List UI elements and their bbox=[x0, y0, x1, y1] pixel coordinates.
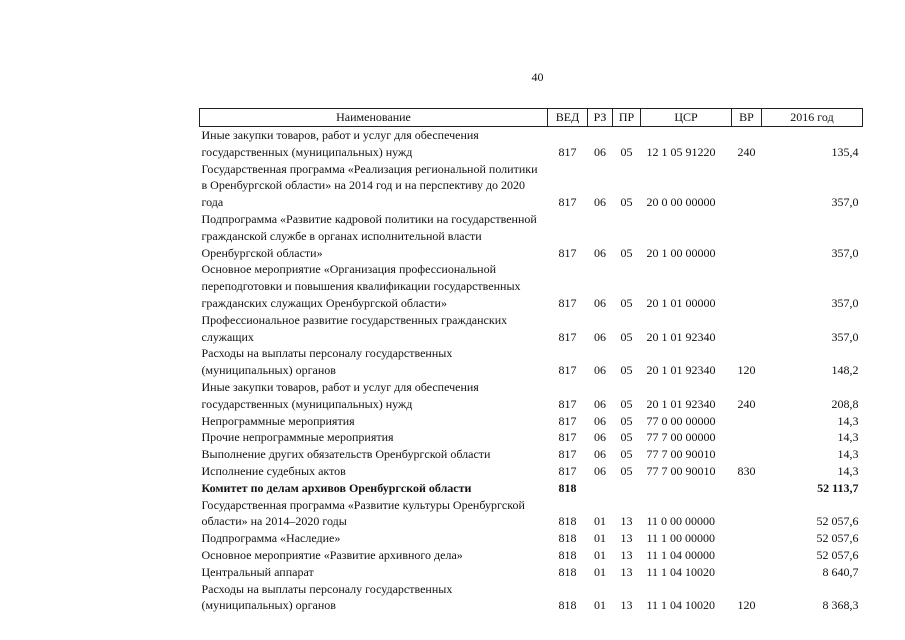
cell-vr bbox=[732, 530, 762, 547]
cell-name: Профессиональное развитие государственных гражданских служащих bbox=[201, 312, 508, 344]
cell-rz: 06 bbox=[594, 245, 606, 260]
cell-name: Подпрограмма «Развитие кадровой политики на государственной гражданской службе в органах исполнительной власти Оренбургской области» bbox=[201, 211, 537, 260]
cell-name: Выполнение других обязательств Оренбургской области bbox=[201, 447, 491, 462]
table-row bbox=[200, 161, 863, 211]
cell-name: Исполнение судебных актов bbox=[201, 463, 346, 478]
cell-ved: 817 bbox=[558, 329, 577, 344]
cell-name: Государственная программа «Развитие культуры Оренбургской области» на 2014–2020 годы bbox=[201, 497, 525, 529]
cell-amount: 208,8 bbox=[831, 396, 859, 411]
cell-amount: 14,3 bbox=[837, 413, 859, 428]
cell-amount: 52 057,6 bbox=[816, 547, 859, 562]
cell-pr: 05 bbox=[620, 245, 633, 260]
cell-amount: 8 368,3 bbox=[822, 598, 859, 613]
cell-csr: 11 0 00 00000 bbox=[646, 514, 716, 529]
cell-rz: 01 bbox=[594, 531, 606, 546]
cell-name: Расходы на выплаты персоналу государственных (муниципальных) органов bbox=[201, 346, 453, 378]
cell-ved: 817 bbox=[558, 144, 577, 159]
table-body bbox=[200, 127, 863, 615]
cell-ved: 817 bbox=[558, 245, 577, 260]
cell-vr bbox=[732, 413, 762, 430]
table-row bbox=[200, 480, 863, 497]
cell-pr: 05 bbox=[620, 195, 633, 210]
cell-name: Иные закупки товаров, работ и услуг для обеспечения государственных (муниципальных) нужд bbox=[201, 379, 479, 411]
cell-amount: 357,0 bbox=[831, 195, 859, 210]
cell-ved: 817 bbox=[558, 363, 577, 378]
cell-rz: 06 bbox=[594, 329, 606, 344]
table-row bbox=[200, 312, 863, 346]
cell-csr: 77 7 00 00000 bbox=[646, 430, 716, 445]
cell-name: Основное мероприятие «Развитие архивного дела» bbox=[201, 547, 463, 562]
cell-csr: 11 1 04 00000 bbox=[646, 547, 716, 562]
cell-csr: 20 1 00 00000 bbox=[646, 245, 716, 260]
cell-name: Расходы на выплаты персоналу государственных (муниципальных) органов bbox=[201, 581, 453, 613]
cell-pr: 13 bbox=[620, 531, 633, 546]
cell-amount: 135,4 bbox=[831, 144, 859, 159]
cell-vr bbox=[732, 480, 762, 497]
cell-ved: 817 bbox=[558, 463, 577, 478]
cell-name: Иные закупки товаров, работ и услуг для обеспечения государственных (муниципальных) нужд bbox=[201, 128, 479, 159]
cell-rz: 06 bbox=[594, 396, 606, 411]
cell-pr: 05 bbox=[620, 396, 633, 411]
cell-ved: 818 bbox=[558, 531, 577, 546]
cell-csr: 77 7 00 90010 bbox=[646, 463, 716, 478]
cell-pr: 13 bbox=[620, 564, 633, 579]
cell-rz: 01 bbox=[594, 514, 606, 529]
cell-name: Комитет по делам архивов Оренбургской области bbox=[201, 480, 472, 495]
cell-name: Непрограммные мероприятия bbox=[201, 413, 355, 428]
cell-ved: 818 bbox=[558, 514, 577, 529]
header-pr: ПР bbox=[613, 109, 641, 127]
cell-rz: 01 bbox=[594, 547, 606, 562]
table-row bbox=[200, 497, 863, 531]
cell-rz: 01 bbox=[594, 598, 606, 613]
cell-name: Центральный аппарат bbox=[201, 564, 314, 579]
cell-amount: 148,2 bbox=[831, 363, 859, 378]
cell-amount: 52 113,7 bbox=[817, 480, 859, 495]
cell-ved: 817 bbox=[558, 430, 577, 445]
cell-vr: 240 bbox=[737, 396, 756, 411]
cell-name: Основное мероприятие «Организация профессиональной переподготовки и повышения квалификации государственных гражданских служащих Оренбургской области» bbox=[201, 262, 521, 310]
cell-csr bbox=[641, 480, 732, 497]
table-header bbox=[200, 109, 863, 127]
cell-vr bbox=[732, 564, 762, 581]
cell-rz: 06 bbox=[594, 295, 606, 310]
cell-rz: 06 bbox=[594, 363, 606, 378]
cell-rz: 06 bbox=[594, 413, 606, 428]
cell-ved: 817 bbox=[558, 295, 577, 310]
cell-rz: 06 bbox=[594, 447, 606, 462]
table-row bbox=[200, 446, 863, 463]
cell-csr: 12 1 05 91220 bbox=[646, 144, 716, 159]
cell-vr bbox=[732, 547, 762, 564]
cell-pr bbox=[613, 480, 641, 497]
cell-pr: 05 bbox=[620, 144, 633, 159]
table-row bbox=[200, 564, 863, 581]
page-number: 40 bbox=[531, 70, 544, 84]
cell-csr: 20 1 01 00000 bbox=[646, 295, 716, 310]
table-row bbox=[200, 211, 863, 261]
cell-vr bbox=[732, 429, 762, 446]
cell-rz: 06 bbox=[594, 144, 606, 159]
header-vr: ВР bbox=[732, 109, 762, 127]
cell-amount: 52 057,6 bbox=[816, 514, 859, 529]
cell-pr: 05 bbox=[620, 295, 633, 310]
cell-vr: 240 bbox=[737, 144, 756, 159]
cell-rz: 06 bbox=[594, 463, 606, 478]
cell-vr bbox=[732, 497, 762, 531]
table-row bbox=[200, 379, 863, 413]
table-row bbox=[200, 530, 863, 547]
cell-amount: 357,0 bbox=[831, 295, 859, 310]
table-row bbox=[200, 581, 863, 615]
cell-csr: 20 1 01 92340 bbox=[646, 329, 716, 344]
cell-vr bbox=[732, 261, 762, 311]
cell-amount: 357,0 bbox=[831, 245, 859, 260]
cell-name: Прочие непрограммные мероприятия bbox=[201, 430, 394, 445]
cell-csr: 77 7 00 90010 bbox=[646, 447, 716, 462]
table-row bbox=[200, 127, 863, 161]
cell-amount: 14,3 bbox=[837, 447, 859, 462]
cell-pr: 05 bbox=[620, 463, 633, 478]
cell-pr: 05 bbox=[620, 430, 633, 445]
cell-pr: 13 bbox=[620, 514, 633, 529]
cell-rz bbox=[588, 480, 613, 497]
cell-pr: 05 bbox=[620, 329, 633, 344]
cell-csr: 20 1 01 92340 bbox=[646, 396, 716, 411]
cell-ved: 817 bbox=[558, 396, 577, 411]
cell-rz: 01 bbox=[594, 564, 606, 579]
cell-csr: 77 0 00 00000 bbox=[646, 413, 716, 428]
cell-amount: 357,0 bbox=[831, 329, 859, 344]
header-name: Наименование bbox=[200, 109, 548, 127]
cell-name: Подпрограмма «Наследие» bbox=[201, 531, 341, 546]
cell-ved: 818 bbox=[558, 598, 577, 613]
cell-ved: 818 bbox=[558, 480, 577, 495]
cell-csr: 11 1 00 00000 bbox=[646, 531, 716, 546]
table-row bbox=[200, 547, 863, 564]
cell-amount: 8 640,7 bbox=[822, 564, 859, 579]
header-year: 2016 год bbox=[762, 109, 863, 127]
budget-table bbox=[199, 108, 863, 614]
cell-pr: 05 bbox=[620, 363, 633, 378]
cell-rz: 06 bbox=[594, 195, 606, 210]
cell-ved: 817 bbox=[558, 447, 577, 462]
table-row bbox=[200, 261, 863, 311]
cell-vr: 830 bbox=[737, 463, 756, 478]
header-rz: РЗ bbox=[588, 109, 613, 127]
cell-name: Государственная программа «Реализация региональной политики в Оренбургской области» на 2014 год и на перспективу до 2020 года bbox=[201, 161, 538, 210]
cell-amount: 14,3 bbox=[837, 430, 859, 445]
cell-csr: 20 1 01 92340 bbox=[646, 363, 716, 378]
cell-pr: 05 bbox=[620, 413, 633, 428]
cell-pr: 05 bbox=[620, 447, 633, 462]
cell-ved: 818 bbox=[558, 547, 577, 562]
table-row bbox=[200, 463, 863, 480]
cell-csr: 11 1 04 10020 bbox=[646, 598, 716, 613]
cell-vr bbox=[732, 161, 762, 211]
table-row bbox=[200, 429, 863, 446]
cell-vr: 120 bbox=[737, 363, 756, 378]
cell-pr: 13 bbox=[620, 598, 633, 613]
cell-csr: 20 0 00 00000 bbox=[646, 195, 716, 210]
cell-amount: 14,3 bbox=[837, 463, 859, 478]
cell-csr: 11 1 04 10020 bbox=[646, 564, 716, 579]
cell-ved: 817 bbox=[558, 413, 577, 428]
header-ved: ВЕД bbox=[548, 109, 588, 127]
cell-pr: 13 bbox=[620, 547, 633, 562]
header-csr: ЦСР bbox=[641, 109, 732, 127]
cell-amount: 52 057,6 bbox=[816, 531, 859, 546]
cell-vr bbox=[732, 211, 762, 261]
cell-ved: 818 bbox=[558, 564, 577, 579]
cell-rz: 06 bbox=[594, 430, 606, 445]
cell-ved: 817 bbox=[558, 195, 577, 210]
table-row bbox=[200, 413, 863, 430]
header-row bbox=[200, 109, 863, 127]
cell-vr: 120 bbox=[737, 598, 756, 613]
table-row bbox=[200, 345, 863, 379]
cell-vr bbox=[732, 312, 762, 346]
cell-vr bbox=[732, 446, 762, 463]
